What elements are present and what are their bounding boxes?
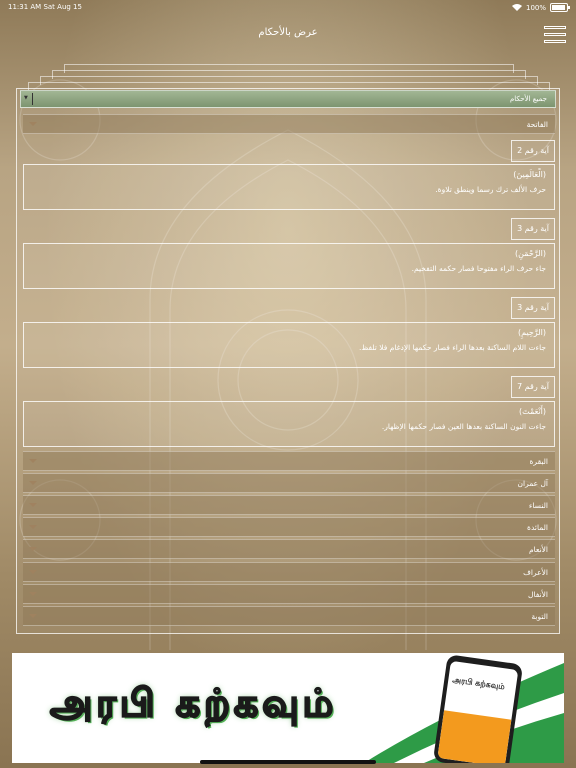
phone-mockup xyxy=(433,654,523,763)
ayah-number-tag: آية رقم 2 xyxy=(511,140,555,162)
surah-label: الفاتحة xyxy=(526,120,548,129)
page-title: عرض بالأحكام xyxy=(258,27,318,38)
surah-label: التوبة xyxy=(531,612,548,621)
ayah-rule-box xyxy=(23,243,555,289)
chevron-down-icon xyxy=(29,525,37,529)
chevron-down-icon xyxy=(29,459,37,463)
filter-dropdown[interactable] xyxy=(20,90,556,108)
ayah-word: (الرَّحِيمِ) xyxy=(518,328,546,337)
surah-header-anam[interactable] xyxy=(23,539,555,559)
ayah-number-tag: آية رقم 7 xyxy=(511,376,555,398)
ayah-rule-text: حرف الألف ترك رسما وينطق تلاوة. xyxy=(435,185,546,194)
ayah-word: (الرَّحْمَنِ) xyxy=(515,249,546,258)
nav-bar xyxy=(0,20,576,46)
battery-icon xyxy=(550,3,568,12)
chevron-down-icon xyxy=(29,503,37,507)
ayah-number-tag: آية رقم 3 xyxy=(511,297,555,319)
surah-header-fatiha[interactable] xyxy=(23,114,555,134)
ayah-rule-text: جاءت النون الساكنة بعدها العين فصار حكمها الإظهار. xyxy=(381,422,546,431)
surah-header-aal-imran[interactable] xyxy=(23,473,555,493)
home-indicator xyxy=(200,760,376,764)
ayah-number-tag: آية رقم 3 xyxy=(511,218,555,240)
ad-banner[interactable] xyxy=(12,653,564,763)
surah-label: النساء xyxy=(528,501,548,510)
banner-text: அரபி கற்கவும் xyxy=(50,681,338,725)
surah-header-baqarah[interactable] xyxy=(23,451,555,471)
chevron-down-icon xyxy=(29,547,37,551)
surah-label: المائدة xyxy=(527,523,548,532)
ayah-word: (الْعَالَمِينَ) xyxy=(513,170,546,179)
surah-label: الأنفال xyxy=(528,590,548,599)
text-cursor xyxy=(32,93,33,105)
ayah-rule-text: جاءت اللام الساكنة بعدها الراء فصار حكمها الإدغام فلا تلفظ. xyxy=(359,343,546,352)
ayah-word: (أَنْعَمْتَ) xyxy=(518,407,546,416)
phone-app-title: அரபி கற்கவும் xyxy=(451,675,506,692)
chevron-down-icon xyxy=(29,592,37,596)
dropdown-arrow-icon: ▼ xyxy=(24,95,28,101)
surah-label: الأنعام xyxy=(529,545,548,554)
status-right xyxy=(512,3,568,12)
ayah-rule-box xyxy=(23,401,555,447)
surah-header-nisa[interactable] xyxy=(23,495,555,515)
surah-header-araf[interactable] xyxy=(23,562,555,582)
status-bar xyxy=(0,0,576,14)
battery-percent: 100% xyxy=(525,3,546,12)
surah-label: البقرة xyxy=(529,457,548,466)
chevron-down-icon xyxy=(29,122,37,126)
phone-orange-panel xyxy=(437,710,511,763)
surah-header-tawbah[interactable] xyxy=(23,606,555,626)
chevron-down-icon xyxy=(29,570,37,574)
ayah-rule-box xyxy=(23,164,555,210)
surah-label: آل عمران xyxy=(517,479,548,488)
wifi-icon xyxy=(512,4,522,11)
filter-value: جميع الأحكام xyxy=(509,95,547,103)
surah-header-maidah[interactable] xyxy=(23,517,555,537)
surah-label: الأعراف xyxy=(523,568,548,577)
chevron-down-icon xyxy=(29,481,37,485)
surah-header-anfal[interactable] xyxy=(23,584,555,604)
ayah-rule-box xyxy=(23,322,555,368)
status-time: 11:31 AM Sat Aug 15 xyxy=(8,3,82,11)
rules-card xyxy=(16,88,560,634)
ayah-rule-text: جاء حرف الراء مفتوحا فصار حكمه التفخيم. xyxy=(411,264,546,273)
list-menu-icon[interactable] xyxy=(544,26,566,44)
phone-screen xyxy=(437,661,518,763)
chevron-down-icon xyxy=(29,614,37,618)
